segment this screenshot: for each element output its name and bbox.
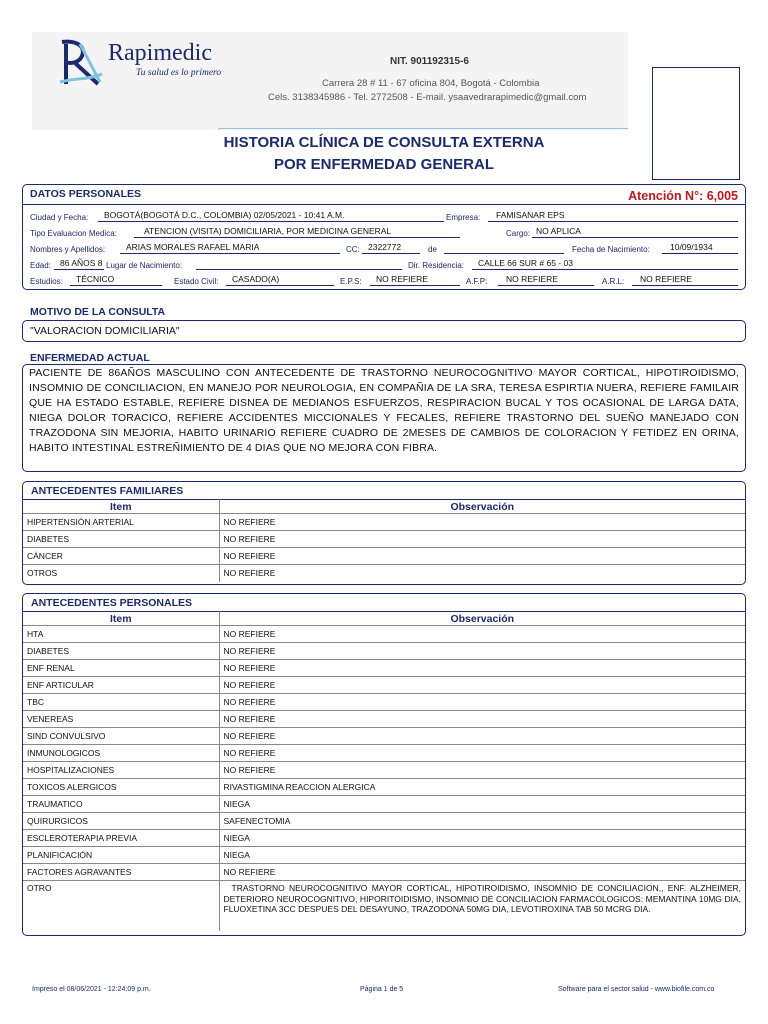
table-row bbox=[23, 762, 745, 779]
field-underline bbox=[472, 269, 738, 270]
familiares-title: ANTECEDENTES FAMILIARES bbox=[31, 485, 184, 497]
cc-value: 2322772 bbox=[368, 242, 402, 252]
field-underline bbox=[98, 221, 444, 222]
empresa-label: Empresa: bbox=[446, 213, 481, 222]
nombres-label: Nombres y Apellidos: bbox=[30, 245, 106, 254]
personales-title: ANTECEDENTES PERSONALES bbox=[31, 597, 193, 609]
edad-value: 86 AÑOS 8 bbox=[60, 258, 103, 268]
rapimedic-logo-icon bbox=[58, 38, 104, 86]
civil-value: CASADO(A) bbox=[232, 274, 280, 284]
row-observacion: NIEGA bbox=[219, 830, 745, 847]
edad-label: Edad: bbox=[30, 261, 51, 270]
table-row bbox=[23, 677, 745, 694]
row-item: FACTORES AGRAVANTES bbox=[23, 864, 219, 881]
row-item: ESCLEROTERAPIA PREVIA bbox=[23, 830, 219, 847]
row-item: DIABETES bbox=[23, 643, 219, 660]
row-item: OTROS bbox=[23, 565, 219, 582]
row-observacion: NO REFIERE bbox=[219, 728, 745, 745]
table-row bbox=[23, 779, 745, 796]
document-title: HISTORIA CLÍNICA DE CONSULTA EXTERNA bbox=[223, 134, 545, 151]
field-underline bbox=[632, 285, 738, 286]
row-item: ENF ARTICULAR bbox=[23, 677, 219, 694]
cargo-value: NO APLICA bbox=[536, 226, 581, 236]
footer-software: Software para el sector salud - www.biofile.com.co bbox=[558, 986, 715, 993]
motivo-text: "VALORACION DOMICILIARIA" bbox=[30, 325, 180, 337]
table-row bbox=[23, 565, 745, 582]
personales-panel bbox=[22, 593, 746, 936]
footer-page: Página 1 de 5 bbox=[360, 986, 404, 993]
row-item: HOSPITALIZACIONES bbox=[23, 762, 219, 779]
table-row bbox=[23, 531, 745, 548]
row-item: SIND CONVULSIVO bbox=[23, 728, 219, 745]
row-observacion: NIEGA bbox=[219, 796, 745, 813]
footer-printed: Impreso el 08/06/2021 - 12:24:09 p.m. bbox=[32, 986, 151, 993]
document-subtitle: POR ENFERMEDAD GENERAL bbox=[273, 156, 494, 173]
row-observacion: NO REFIERE bbox=[219, 711, 745, 728]
tipo-value: ATENCION (VISITA) DOMICILIARIA, POR MEDICINA GENERAL bbox=[144, 226, 392, 236]
nacimiento-label: Fecha de Nacimiento: bbox=[572, 245, 650, 254]
row-item: TRAUMATICO bbox=[23, 796, 219, 813]
field-underline bbox=[226, 285, 334, 286]
brand-name: Rapimedic bbox=[108, 40, 212, 66]
estudios-label: Estudios: bbox=[30, 277, 63, 286]
col-item-header: Item bbox=[23, 500, 219, 514]
table-row bbox=[23, 847, 745, 864]
row-observacion: NIEGA bbox=[219, 847, 745, 864]
residencia-label: Dir. Residencia: bbox=[408, 261, 465, 270]
de-label: de bbox=[428, 245, 437, 254]
row-observacion: RIVASTIGMINA REACCION ALERGICA bbox=[219, 779, 745, 796]
table-row bbox=[23, 548, 745, 565]
table-row bbox=[23, 796, 745, 813]
field-underline bbox=[70, 285, 162, 286]
address-line: Carrera 28 # 11 - 67 oficina 804, Bogotá - Colombia bbox=[322, 78, 540, 89]
row-observacion: NO REFIERE bbox=[219, 864, 745, 881]
empresa-value: FAMISANAR EPS bbox=[496, 210, 565, 220]
tipo-label: Tipo Evaluacion Medica: bbox=[30, 229, 117, 238]
ciudad-value: BOGOTÁ(BOGOTÁ D.C., COLOMBIA) 02/05/2021 - 10:41 A.M. bbox=[104, 210, 345, 220]
row-item: HTA bbox=[23, 626, 219, 643]
table-row bbox=[23, 711, 745, 728]
row-observacion: NO REFIERE bbox=[219, 643, 745, 660]
header-divider bbox=[218, 128, 628, 129]
field-underline bbox=[362, 253, 420, 254]
table-row bbox=[23, 864, 745, 881]
cc-label: CC: bbox=[346, 245, 360, 254]
table-row bbox=[23, 728, 745, 745]
table-row bbox=[23, 830, 745, 847]
field-underline bbox=[134, 237, 460, 238]
arl-label: A.R.L: bbox=[602, 277, 625, 286]
row-observacion: NO REFIERE bbox=[219, 565, 745, 582]
field-underline bbox=[54, 269, 104, 270]
personal-data-title: DATOS PERSONALES bbox=[30, 188, 142, 200]
row-observacion: NO REFIERE bbox=[219, 626, 745, 643]
familiares-panel bbox=[22, 481, 746, 585]
row-observacion: NO REFIERE bbox=[219, 531, 745, 548]
table-row bbox=[23, 626, 745, 643]
arl-value: NO REFIERE bbox=[640, 274, 692, 284]
estudios-value: TÉCNICO bbox=[76, 274, 115, 284]
eps-label: E.P.S: bbox=[340, 277, 362, 286]
row-observacion: NO REFIERE bbox=[219, 514, 745, 531]
table-row bbox=[23, 660, 745, 677]
section-separator bbox=[22, 204, 746, 205]
row-observacion: SAFENECTOMIA bbox=[219, 813, 745, 830]
row-item: VENEREAS bbox=[23, 711, 219, 728]
motivo-title: MOTIVO DE LA CONSULTA bbox=[30, 306, 166, 318]
ciudad-label: Ciudad y Fecha: bbox=[30, 213, 89, 222]
col-observacion-header: Observación bbox=[219, 500, 745, 514]
field-underline bbox=[444, 253, 564, 254]
row-observacion: NO REFIERE bbox=[219, 677, 745, 694]
cargo-label: Cargo: bbox=[506, 229, 531, 238]
attention-number: Atención N°: 6,005 bbox=[628, 189, 738, 203]
nit-number: NIT. 901192315-6 bbox=[390, 56, 469, 67]
table-row bbox=[23, 745, 745, 762]
row-observacion: NO REFIERE bbox=[219, 762, 745, 779]
col-observacion-header: Observación bbox=[219, 612, 745, 626]
row-item: PLANIFICACIÓN bbox=[23, 847, 219, 864]
lugar-label: Lugar de Nacimiento: bbox=[106, 261, 183, 270]
field-underline bbox=[196, 269, 402, 270]
brand-tagline: Tu salud es lo primero bbox=[136, 68, 222, 78]
field-underline bbox=[370, 285, 460, 286]
residencia-value: CALLE 66 SUR # 65 - 03 bbox=[478, 258, 573, 268]
table-row bbox=[23, 881, 745, 931]
enfermedad-text: PACIENTE DE 86AÑOS MASCULINO CON ANTECEDENTE DE TRASTORNO NEUROCOGNITIVO MAYOR CORTICAL, HIPOTIROIDISMO, INSOMNIO DE CONCILIACION, EN MANEJO POR NEUROLOGIA, EN COMPAÑIA DE LA SRA, TERESA ESPIRTIA NUERA, REFIERE FAMILAIR QUE HA ESTADO ESTABLE, REFIERE DISNEA DE MEDIANOS ESFUERZOS, RESPIRACION BUCAL Y TOS OCASIONAL DE LARGA DATA, NIEGA DOLOR TORACICO, REFIERE ACCIDENTES MICCIONALES Y FECALES, REFIERE TRASTORNO DEL SUEÑO MANEJADO CON TRAZODONA SIN MEJORIA, HABITO URINARIO REFIERE CUADRO DE 2MESES DE CAMBIOS DE COLORACION Y FETIDEZ EN ORINA, HABITO INTESTINAL ESTREÑIMIENTO DE 4 DIAS QUE NO MEJORA CON FIBRA. bbox=[29, 367, 739, 454]
enfermedad-title: ENFERMEDAD ACTUAL bbox=[30, 352, 150, 364]
familiares-table bbox=[23, 499, 745, 582]
nacimiento-value: 10/09/1934 bbox=[670, 242, 713, 252]
table-row bbox=[23, 643, 745, 660]
row-item: INMUNOLOGICOS bbox=[23, 745, 219, 762]
row-item: CÁNCER bbox=[23, 548, 219, 565]
row-observacion: NO REFIERE bbox=[219, 660, 745, 677]
table-row bbox=[23, 813, 745, 830]
eps-value: NO REFIERE bbox=[376, 274, 428, 284]
row-item: OTRO bbox=[23, 881, 219, 931]
row-observacion: NO REFIERE bbox=[219, 694, 745, 711]
nombres-value: ARIAS MORALES RAFAEL MARIA bbox=[126, 242, 260, 252]
row-item: TBC bbox=[23, 694, 219, 711]
contact-line: Cels. 3138345986 - Tel. 2772508 - E-mail. ysaavedrarapimedic@gmail.com bbox=[268, 92, 587, 103]
civil-label: Estado Civil: bbox=[174, 277, 219, 286]
afp-value: NO REFIERE bbox=[506, 274, 558, 284]
table-row bbox=[23, 694, 745, 711]
table-row bbox=[23, 514, 745, 531]
col-item-header: Item bbox=[23, 612, 219, 626]
row-observacion: TRASTORNO NEUROCOGNITIVO MAYOR CORTICAL, HIPOTIROIDISMO, INSOMNIO DE CONCILIACION,, ENF. ALZHEIMER, DETERIORO NEUROCOGNITIVO, HIPORITOIDISMO, INSOMNIO DE CONCILIACION FARMACOLOGICOS: MEMANTINA 10MG DIA, FLUOXETINA 3CC DESPUES DEL DESAYUNO, TRAZODONA 50MG DIA, LEVOTIROXINA TAB 50 MCRG DIA. bbox=[219, 881, 745, 931]
row-item: HIPERTENSIÓN ARTERIAL bbox=[23, 514, 219, 531]
personales-table bbox=[23, 611, 745, 931]
row-item: DIABETES bbox=[23, 531, 219, 548]
field-underline bbox=[498, 285, 594, 286]
row-item: TOXICOS ALERGICOS bbox=[23, 779, 219, 796]
field-underline bbox=[532, 237, 738, 238]
afp-label: A.F.P: bbox=[466, 277, 488, 286]
field-underline bbox=[120, 253, 340, 254]
row-observacion: NO REFIERE bbox=[219, 548, 745, 565]
row-item: QUIRURGICOS bbox=[23, 813, 219, 830]
field-underline bbox=[662, 253, 738, 254]
row-observacion: NO REFIERE bbox=[219, 745, 745, 762]
field-underline bbox=[488, 221, 738, 222]
row-item: ENF RENAL bbox=[23, 660, 219, 677]
